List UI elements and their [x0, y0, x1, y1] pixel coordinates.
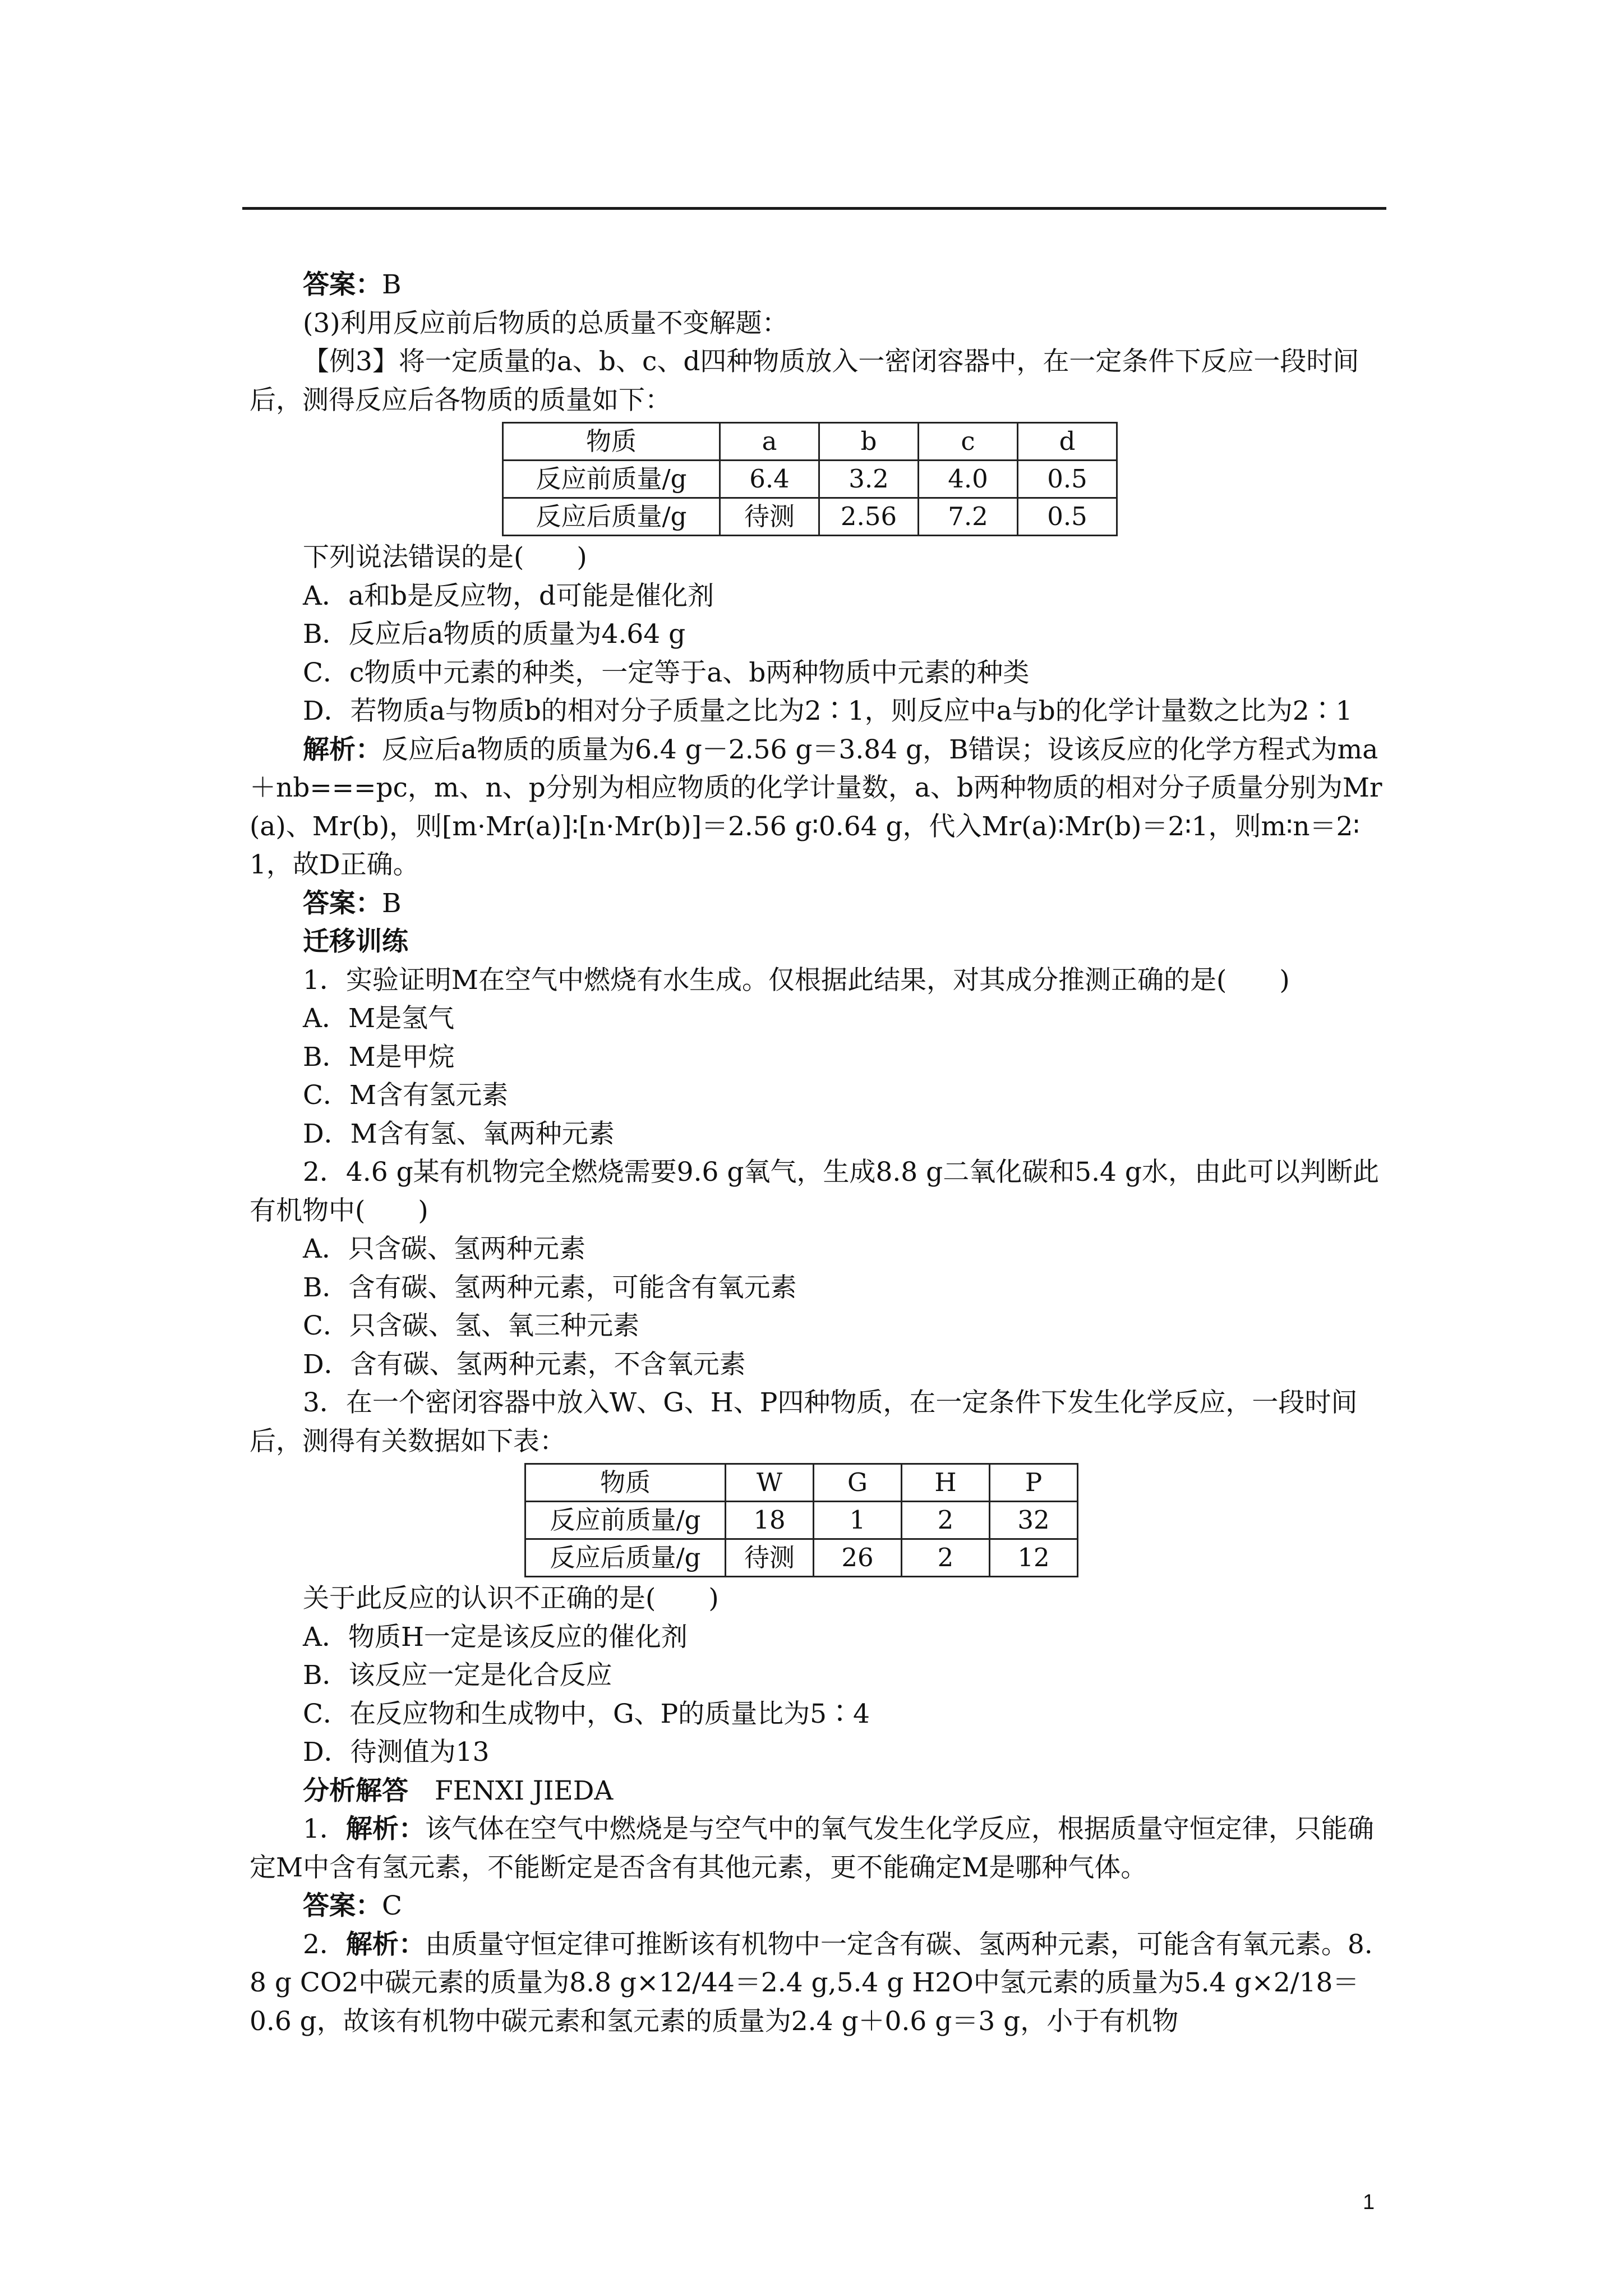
example3-table: [502, 422, 1118, 536]
training-title: 迁移训练: [303, 926, 408, 957]
q3-option-d: D．待测值为13: [303, 1737, 490, 1768]
q2-option-b: B．含有碳、氢两种元素，可能含有氧元素: [303, 1272, 797, 1303]
q2-option-d: D．含有碳、氢两种元素，不含氧元素: [303, 1349, 746, 1380]
analysis-label: 解析：: [303, 734, 382, 765]
q2-option-c: C．只含碳、氢、氧三种元素: [303, 1310, 639, 1341]
page-content: [250, 266, 1382, 2041]
question-line: 下列说法错误的是( ): [303, 542, 587, 573]
table-row: [503, 498, 1117, 536]
table-cell: 2: [902, 1502, 990, 1539]
table-cell: G: [814, 1464, 902, 1502]
answer-value: B: [382, 887, 402, 919]
table-cell: 12: [990, 1539, 1078, 1577]
table-cell: H: [902, 1464, 990, 1502]
table-cell: W: [726, 1464, 814, 1502]
q3-option-b: B．该反应一定是化合反应: [303, 1660, 612, 1691]
table-cell: 待测: [726, 1539, 814, 1577]
example3-text: 将一定质量的a、b、c、d四种物质放入一密闭容器中，在一定条件下反应一段时间后，测得反应后各物质的质量如下：: [250, 346, 1359, 416]
a1-paragraph: [250, 1810, 1382, 1887]
header-rule: [242, 207, 1386, 210]
analysis-section-title: [250, 1772, 1382, 1811]
analysis-paragraph: [250, 731, 1382, 885]
table-cell: 0.5: [1018, 461, 1117, 498]
answer-value: C: [382, 1890, 402, 1921]
table-cell: 7.2: [919, 498, 1018, 536]
option-a: A．a和b是反应物，d可能是催化剂: [303, 580, 714, 611]
q2-stem: 2．4.6 g某有机物完全燃烧需要9.6 g氧气，生成8.8 g二氧化碳和5.4 g水，由此可以判断此有机物中( ): [250, 1157, 1379, 1226]
answer2-line: [250, 885, 1382, 923]
q1-option-d: D．M含有氢、氧两种元素: [303, 1118, 615, 1149]
table-cell: 18: [726, 1502, 814, 1539]
table-cell: 物质: [525, 1464, 726, 1502]
answer-label: 答案：: [303, 269, 382, 300]
option-b: B．反应后a物质的质量为4.64 g: [303, 619, 686, 650]
table-cell: 2: [902, 1539, 990, 1577]
q1-option-a: A．M是氢气: [303, 1003, 455, 1034]
table-cell: d: [1018, 423, 1117, 461]
table-cell: b: [819, 423, 919, 461]
table-row: [525, 1539, 1078, 1577]
q1-stem: 1．实验证明M在空气中燃烧有水生成。仅根据此结果，对其成分推测正确的是( ): [303, 964, 1290, 996]
a1-text: 该气体在空气中燃烧是与空气中的氧气发生化学反应，根据质量守恒定律，只能确定M中含有氢元素，不能断定是否含有其他元素，更不能确定M是哪种气体。: [250, 1814, 1374, 1883]
table-cell: 物质: [503, 423, 720, 461]
table-cell: 反应后质量/g: [503, 498, 720, 536]
q3-table: [524, 1463, 1078, 1577]
method3-line: (3)利用反应前后物质的总质量不变解题：: [303, 307, 789, 339]
answer-value: B: [382, 269, 402, 300]
table-cell: c: [919, 423, 1018, 461]
example3-paragraph: [250, 343, 1382, 420]
answer-label: 答案：: [303, 887, 382, 919]
table-cell: 26: [814, 1539, 902, 1577]
analysis-title-en: FENXI JIEDA: [435, 1775, 614, 1806]
option-c: C．c物质中元素的种类，一定等于a、b两种物质中元素的种类: [303, 657, 1030, 688]
table-cell: 反应前质量/g: [503, 461, 720, 498]
analysis-title-cn: 分析解答: [303, 1775, 408, 1806]
a2-paragraph: [250, 1926, 1382, 2041]
analysis-text: 反应后a物质的质量为6.4 g－2.56 g＝3.84 g，B错误；设该反应的化学方程式为ma＋nb===pc，m、n、p分别为相应物质的化学计量数，a、b两种物质的相对分子质量分别为Mr(a)、Mr(b)，则[m·Mr(a)]∶[n·Mr(b)]＝2.56 g∶0.64 g，代入Mr(a)∶Mr(b)＝2∶1，则m∶n＝2∶1，故D正确。: [250, 734, 1382, 880]
page-number: 1: [1363, 2191, 1375, 2214]
q2-option-a: A．只含碳、氢两种元素: [303, 1234, 585, 1264]
table-row: [503, 423, 1117, 461]
q1-option-c: C．M含有氢元素: [303, 1080, 509, 1111]
a2-text: 由质量守恒定律可推断该有机物中一定含有碳、氢两种元素，可能含有氧元素。8.8 g CO2中碳元素的质量为8.8 g×12/44＝2.4 g,5.4 g H2O中氢元素的质量为5.4 g×2/18＝0.6 g，故该有机物中碳元素和氢元素的质量为2.4 g＋0.6 g＝3 g，小于有机物: [250, 1929, 1373, 2037]
answer-label: 答案：: [303, 1890, 382, 1921]
table-cell: 4.0: [919, 461, 1018, 498]
table-cell: 3.2: [819, 461, 919, 498]
a1-answer-line: [250, 1887, 1382, 1926]
option-d: D．若物质a与物质b的相对分子质量之比为2∶1，则反应中a与b的化学计量数之比为2∶1: [303, 696, 1353, 726]
table-cell: P: [990, 1464, 1078, 1502]
example3-tag: 【例3】: [303, 346, 399, 377]
a1-number: 1．: [303, 1814, 346, 1844]
q3-stem: 3．在一个密闭容器中放入W、G、H、P四种物质，在一定条件下发生化学反应，一段时间后，测得有关数据如下表：: [250, 1387, 1358, 1457]
a2-number: 2．: [303, 1929, 346, 1960]
table-row: [525, 1502, 1078, 1539]
table-cell: 0.5: [1018, 498, 1117, 536]
q3-option-c: C．在反应物和生成物中，G、P的质量比为5∶4: [303, 1698, 870, 1729]
a1-label: 解析：: [345, 1814, 425, 1844]
q3-option-a: A．物质H一定是该反应的催化剂: [303, 1621, 688, 1653]
table-cell: 1: [814, 1502, 902, 1539]
table-cell: 反应后质量/g: [525, 1539, 726, 1577]
table-row: [503, 461, 1117, 498]
table-cell: a: [720, 423, 819, 461]
table-cell: 6.4: [720, 461, 819, 498]
answer-line: [250, 266, 1382, 305]
q3-question: 关于此反应的认识不正确的是( ): [303, 1583, 719, 1614]
a2-label: 解析：: [345, 1929, 425, 1960]
table-cell: 待测: [720, 498, 819, 536]
table-cell: 2.56: [819, 498, 919, 536]
table-cell: 32: [990, 1502, 1078, 1539]
q1-option-b: B．M是甲烷: [303, 1041, 455, 1073]
table-cell: 反应前质量/g: [525, 1502, 726, 1539]
table-row: [525, 1464, 1078, 1502]
